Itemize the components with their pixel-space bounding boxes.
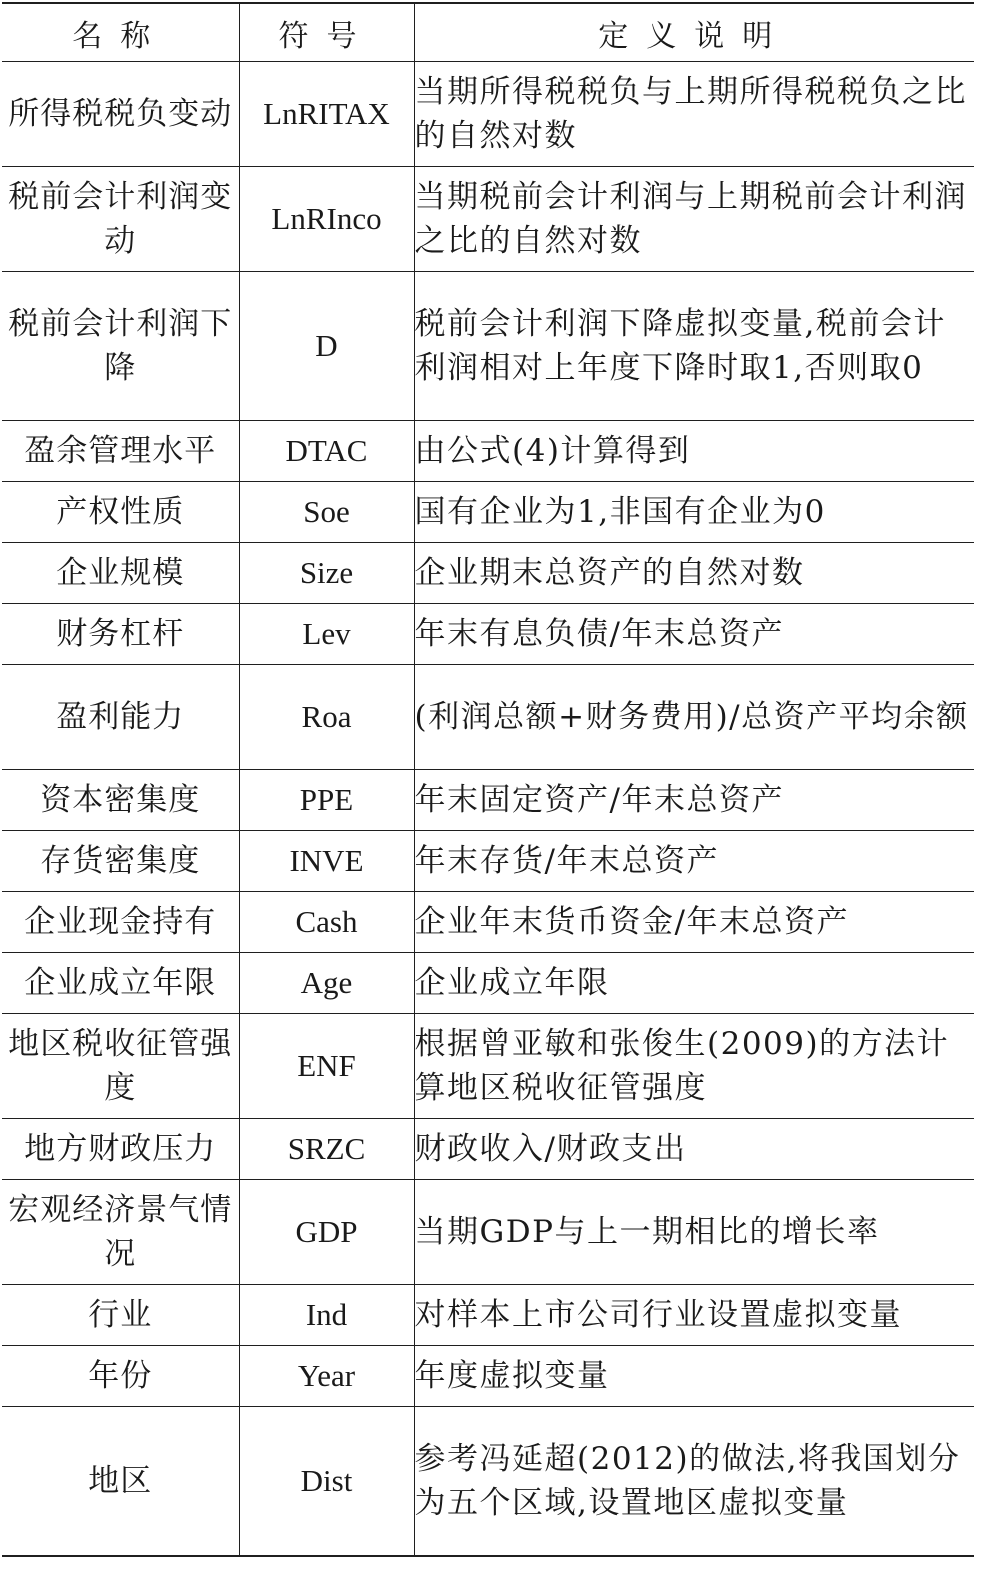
variable-name: 地区 [2,1407,239,1557]
variable-definition: 根据曾亚敏和张俊生(2009)的方法计算地区税收征管强度 [414,1014,974,1119]
variable-symbol: Roa [239,665,414,770]
header-symbol: 符号 [239,3,414,62]
variable-definition: 参考冯延超(2012)的做法,将我国划分为五个区域,设置地区虚拟变量 [414,1407,974,1557]
variable-name: 资本密集度 [2,770,239,831]
variable-name: 地方财政压力 [2,1119,239,1180]
variable-definition: (利润总额+财务费用)/总资产平均余额 [414,665,974,770]
header-definition: 定义说明 [414,3,974,62]
table-row [2,892,974,953]
variable-symbol: Ind [239,1285,414,1346]
variable-symbol: GDP [239,1180,414,1285]
variable-definition: 年末有息负债/年末总资产 [414,604,974,665]
variable-definition: 企业年末货币资金/年末总资产 [414,892,974,953]
table-row [2,604,974,665]
variable-symbol: Dist [239,1407,414,1557]
variable-symbol: ENF [239,1014,414,1119]
variable-name: 行业 [2,1285,239,1346]
variable-definition: 企业期末总资产的自然对数 [414,543,974,604]
table-row [2,1180,974,1285]
table-row [2,1407,974,1557]
table-row [2,1014,974,1119]
variable-name: 盈余管理水平 [2,421,239,482]
variable-definition-table [2,2,974,1557]
table-row [2,831,974,892]
variable-symbol: LnRITAX [239,62,414,167]
variable-definition: 年度虚拟变量 [414,1346,974,1407]
table-row [2,665,974,770]
table-header-row [2,3,974,62]
variable-symbol: Age [239,953,414,1014]
variable-name: 产权性质 [2,482,239,543]
variable-definition: 企业成立年限 [414,953,974,1014]
variable-symbol: Lev [239,604,414,665]
table-row [2,1346,974,1407]
variable-name: 企业成立年限 [2,953,239,1014]
variable-symbol: Size [239,543,414,604]
variable-definition: 国有企业为1,非国有企业为0 [414,482,974,543]
variable-symbol: D [239,272,414,421]
table-row [2,167,974,272]
table-row [2,953,974,1014]
table-row [2,272,974,421]
variable-definition: 年末固定资产/年末总资产 [414,770,974,831]
variable-name: 企业规模 [2,543,239,604]
variable-symbol: Cash [239,892,414,953]
variable-symbol: SRZC [239,1119,414,1180]
table-row [2,421,974,482]
variable-name: 所得税税负变动 [2,62,239,167]
variable-symbol: PPE [239,770,414,831]
variable-definition: 财政收入/财政支出 [414,1119,974,1180]
table-row [2,543,974,604]
table-row [2,62,974,167]
variable-definition: 对样本上市公司行业设置虚拟变量 [414,1285,974,1346]
variable-name: 年份 [2,1346,239,1407]
variable-definition: 年末存货/年末总资产 [414,831,974,892]
table-row [2,482,974,543]
variable-definition: 当期所得税税负与上期所得税税负之比的自然对数 [414,62,974,167]
variable-symbol: DTAC [239,421,414,482]
variable-name: 宏观经济景气情况 [2,1180,239,1285]
variable-name: 存货密集度 [2,831,239,892]
table-row [2,770,974,831]
variable-symbol: Year [239,1346,414,1407]
variable-definition: 当期GDP与上一期相比的增长率 [414,1180,974,1285]
variable-name: 税前会计利润下降 [2,272,239,421]
variable-definition: 当期税前会计利润与上期税前会计利润之比的自然对数 [414,167,974,272]
variable-name: 税前会计利润变动 [2,167,239,272]
variable-name: 财务杠杆 [2,604,239,665]
variable-definition: 税前会计利润下降虚拟变量,税前会计利润相对上年度下降时取1,否则取0 [414,272,974,421]
header-name: 名称 [2,3,239,62]
variable-name: 盈利能力 [2,665,239,770]
variable-symbol: INVE [239,831,414,892]
variable-symbol: LnRInco [239,167,414,272]
variable-name: 地区税收征管强度 [2,1014,239,1119]
variable-name: 企业现金持有 [2,892,239,953]
variable-definition: 由公式(4)计算得到 [414,421,974,482]
variable-symbol: Soe [239,482,414,543]
table-row [2,1119,974,1180]
table-row [2,1285,974,1346]
